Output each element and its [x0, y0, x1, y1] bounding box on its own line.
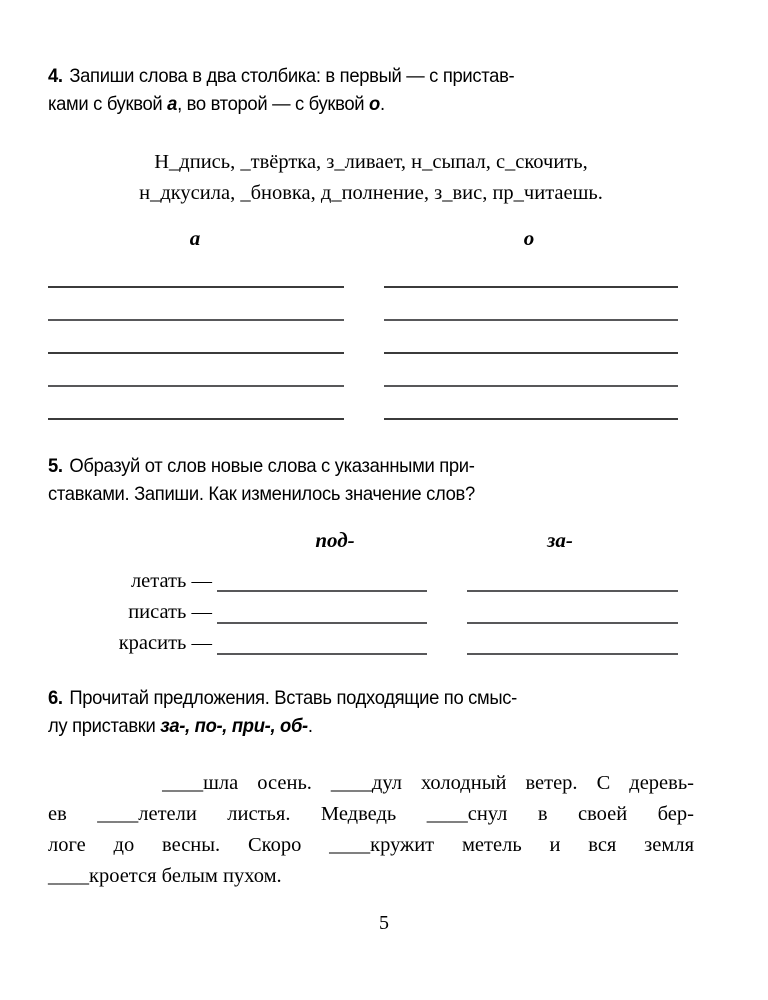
exercise-5-row-label-krasit: красить —	[118, 632, 212, 654]
exercise-5-answer-line-letat-pod[interactable]	[217, 590, 427, 592]
exercise-5-prompt-line-2: ставками. Запиши. Как изменилось значение слов?	[48, 483, 475, 505]
exercise-5-row-label-pisat: писать —	[128, 601, 212, 623]
exercise-5-answer-line-letat-za[interactable]	[467, 590, 678, 592]
exercise-4-letter-o-emphasis: о	[369, 93, 380, 115]
exercise-5-answer-line-pisat-za[interactable]	[467, 622, 678, 624]
exercise-4-answer-line-a-3[interactable]	[48, 352, 344, 354]
exercise-4-word-list-line-2: н_дкусила, _бновка, д_полнение, з_вис, пр_читаешь.	[139, 182, 603, 204]
exercise-6-paragraph-line-4: ____кроется белым пухом.	[48, 865, 282, 887]
exercise-4-answer-line-o-1[interactable]	[384, 286, 678, 288]
exercise-5-prompt-line-1: Образуй от слов новые слова с указанными при-	[69, 455, 475, 477]
exercise-4-number: 4.	[48, 65, 63, 87]
exercise-5-answer-line-krasit-pod[interactable]	[217, 653, 427, 655]
exercise-4-word-list-line-1: Н_дпись, _твёртка, з_ливает, н_сыпал, с_скочить,	[154, 151, 588, 173]
exercise-6-prefixes-emphasis: за-, по-, при-, об-	[160, 715, 308, 737]
exercise-4-prompt-text-b: , во второй — с буквой	[177, 93, 370, 115]
exercise-4-column-header-o: о	[523, 226, 535, 250]
exercise-4-letter-a-emphasis: а	[167, 93, 178, 115]
exercise-4-prompt-line-2	[48, 90, 658, 118]
exercise-5-answer-line-krasit-za[interactable]	[467, 653, 678, 655]
exercise-6-prompt-text-a: лу приставки	[48, 715, 161, 737]
exercise-6-paragraph	[48, 768, 694, 892]
exercise-4-answer-line-o-4[interactable]	[384, 385, 678, 387]
exercise-4-answer-line-o-2[interactable]	[384, 319, 678, 321]
exercise-4-prompt-line-1: Запиши слова в два столбика: в первый — с пристав-	[69, 65, 515, 87]
exercise-6-paragraph-line-3: логе до весны. Скоро ____кружит метель и вся земля	[48, 834, 694, 856]
exercise-6-prompt-line-1: Прочитай предложения. Вставь подходящие по смыс-	[69, 687, 517, 709]
page-number: 5	[379, 912, 389, 934]
exercise-4-column-header-a: а	[189, 226, 201, 250]
exercise-5-prompt	[48, 452, 658, 480]
exercise-6-prompt	[48, 684, 658, 712]
exercise-6-number: 6.	[48, 687, 63, 709]
exercise-5-answer-line-pisat-pod[interactable]	[217, 622, 427, 624]
exercise-4-answer-line-o-3[interactable]	[384, 352, 678, 354]
exercise-4-answer-line-a-5[interactable]	[48, 418, 344, 420]
exercise-6-paragraph-line-2: ев ____летели листья. Медведь ____снул в своей бер-	[48, 803, 694, 825]
exercise-4-answer-line-o-5[interactable]	[384, 418, 678, 420]
exercise-6-prompt-text-b: .	[307, 715, 313, 737]
exercise-5-column-header-pod: под-	[315, 528, 355, 552]
exercise-4-answer-line-a-4[interactable]	[48, 385, 344, 387]
exercise-5-row-label-letat: летать —	[130, 570, 212, 592]
exercise-6-paragraph-line-1: ____шла осень. ____дул холодный ветер. С деревь-	[48, 772, 694, 794]
exercise-5-number: 5.	[48, 455, 63, 477]
exercise-6-prompt-line-2	[48, 712, 658, 740]
exercise-4-prompt-text-c: .	[379, 93, 385, 115]
exercise-4-prompt-text-a: ками с буквой	[48, 93, 168, 115]
exercise-4-answer-line-a-2[interactable]	[48, 319, 344, 321]
exercise-5-column-header-za: за-	[547, 528, 573, 552]
exercise-4-answer-line-a-1[interactable]	[48, 286, 344, 288]
exercise-4-prompt	[48, 62, 658, 90]
